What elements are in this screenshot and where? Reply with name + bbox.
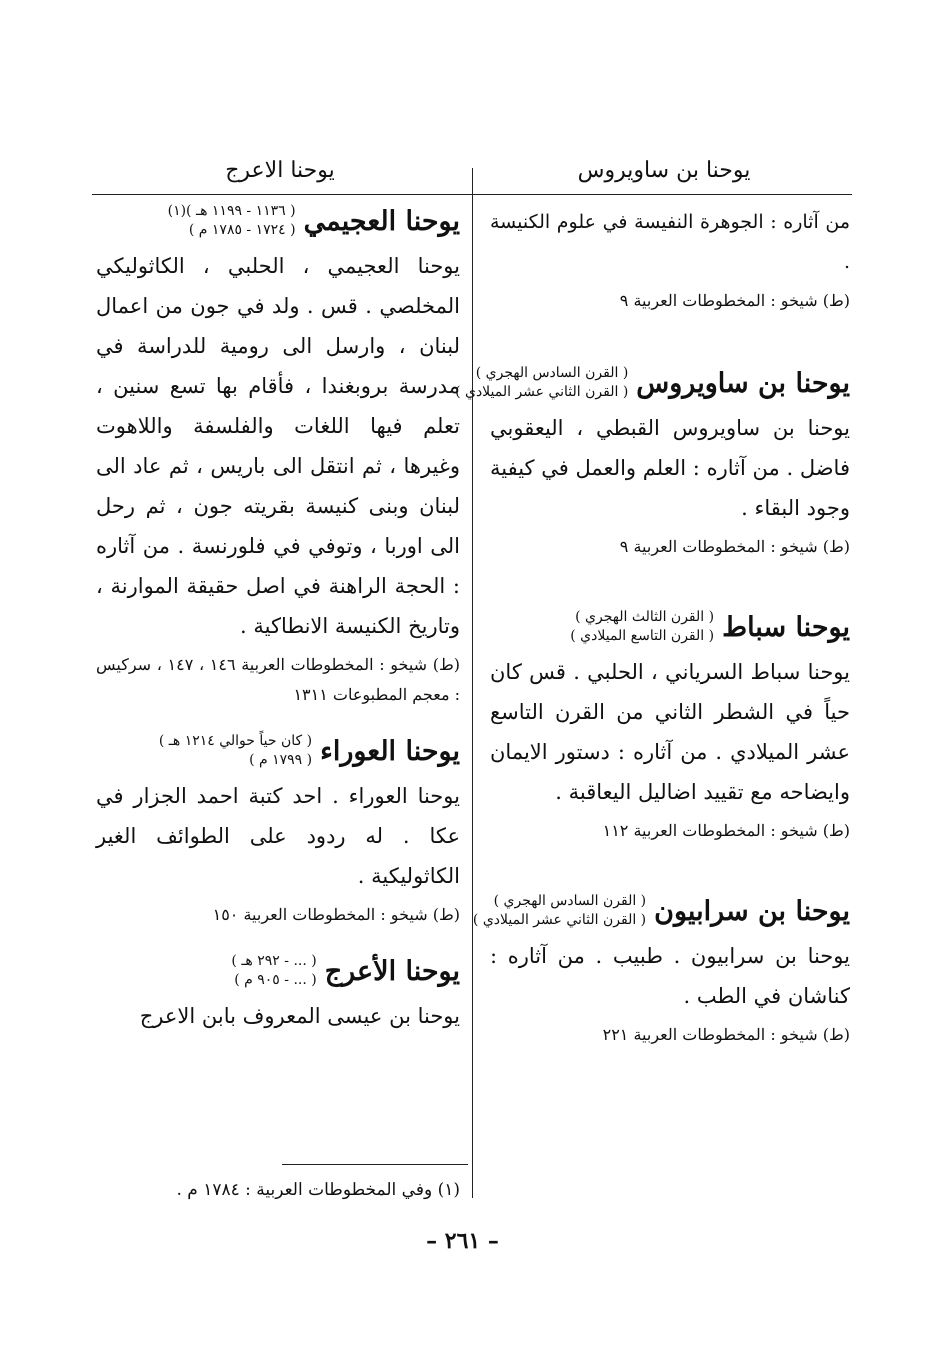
reference: (ط) شيخو : المخطوطات العربية ١١٢	[602, 821, 850, 840]
entry-yuhanna-al-awra	[96, 732, 460, 930]
date-hijri: ( كان حياً حوالي ١٢١٤ هـ )	[158, 733, 313, 749]
entry-dates	[570, 608, 714, 646]
entry-heading	[490, 608, 850, 646]
entry-body: يوحنا بن عيسى المعروف بابن الاعرج	[139, 1004, 460, 1028]
reference: (ط) شيخو : المخطوطات العربية ١٤٦ ، ١٤٧ ، سركيس : معجم المطبوعات ١٣١١	[96, 655, 460, 704]
page-number: – ٢٦١ –	[426, 1228, 499, 1254]
date-gregorian: ( القرن التاسع الميلادي )	[570, 628, 715, 644]
footnote-rule	[282, 1164, 468, 1165]
entry-heading	[96, 732, 460, 770]
entry-dates	[168, 202, 296, 240]
entry-yuhanna-al-araj	[96, 952, 460, 1036]
continuation-text: من آثاره : الجوهرة النفيسة في علوم الكنيسة .	[490, 211, 850, 273]
entry-heading	[96, 202, 460, 240]
entry-yuhanna-sabbat	[490, 608, 850, 846]
date-hijri: ( القرن الثالث الهجري )	[575, 609, 715, 625]
reference: (ط) شيخو : المخطوطات العربية ٩	[619, 291, 850, 310]
column-divider	[472, 168, 473, 1198]
date-gregorian: ( ... - ٩٠٥ م )	[234, 972, 317, 988]
entry-title: يوحنا العوراء	[320, 735, 460, 767]
reference: (ط) شيخو : المخطوطات العربية ٢٢١	[602, 1025, 850, 1044]
entry-heading	[96, 952, 460, 990]
entry-title: يوحنا سباط	[722, 611, 850, 643]
entry-yuhanna-ibn-sawiros	[455, 364, 850, 562]
date-hijri: ( ١١٣٦ - ١١٩٩ هـ )(١)	[167, 203, 296, 219]
date-hijri: ( القرن السادس الهجري )	[493, 893, 647, 909]
entry-heading	[455, 364, 850, 402]
reference: (ط) شيخو : المخطوطات العربية ٩	[619, 537, 850, 556]
entry-dates	[159, 732, 312, 770]
entry-body: يوحنا بن سرابيون . طبيب . من آثاره : كناشان في الطب .	[490, 944, 850, 1008]
date-gregorian: ( القرن الثاني عشر الميلادي )	[472, 912, 647, 928]
entry-heading	[472, 892, 850, 930]
right-column	[455, 202, 850, 1050]
entry-yuhanna-ibn-sarabiyun	[472, 892, 850, 1050]
date-gregorian: ( ١٧٢٤ - ١٧٨٥ م )	[188, 222, 296, 238]
reference: (ط) شيخو : المخطوطات العربية ١٥٠	[212, 905, 460, 924]
date-gregorian: ( القرن الثاني عشر الميلادي )	[455, 384, 629, 400]
running-head-right: يوحنا بن ساويروس	[577, 158, 751, 183]
entry-title: يوحنا العجيمي	[303, 205, 460, 237]
entry-dates	[455, 364, 628, 402]
entry-dates	[231, 952, 316, 990]
entry-title: يوحنا الأعرج	[324, 955, 460, 987]
left-column	[96, 202, 460, 1036]
entry-title: يوحنا بن ساويروس	[636, 367, 850, 399]
date-hijri: ( القرن السادس الهجري )	[475, 365, 629, 381]
date-hijri: ( ... - ٢٩٢ هـ )	[231, 953, 317, 969]
entry-yuhanna-al-ujaymi	[96, 202, 460, 710]
entry-body: يوحنا بن ساويروس القبطي ، اليعقوبي فاضل . من آثاره : العلم والعمل في كيفية وجود البقاء .	[490, 416, 850, 520]
entry-title: يوحنا بن سرابيون	[654, 895, 850, 927]
date-gregorian: ( ١٧٩٩ م )	[249, 752, 313, 768]
running-head-left: يوحنا الاعرج	[225, 158, 335, 183]
entry-body: يوحنا العجيمي ، الحلبي ، الكاثوليكي المخلصي . قس . ولد في جون من اعمال لبنان ، وارسل الى رومية للدراسة في مدرسة بروبغندا ، فأقام بها تسع سنين ، تعلم فيها اللغات والفلسفة واللاهوت وغيرها ، ثم انتقل الى باريس ، ثم عاد الى لبنان وبنى كنيسة بقريته جون ، ثم رحل الى اوربا ، وتوفي في فلورنسة . من آثاره : الحجة الراهنة في اصل حقيقة الموارنة ، وتاريخ الكنيسة الانطاكية .	[96, 254, 460, 638]
entry-body: يوحنا سباط السرياني ، الحلبي . قس كان حياً في الشطر الثاني من القرن التاسع عشر الميلادي . من آثاره : دستور الايمان وايضاحه مع تقييد اضاليل اليعاقبة .	[490, 660, 850, 804]
entry-dates	[473, 892, 646, 930]
entry-body: يوحنا العوراء . احد كتبة احمد الجزار في عكا . له ردود على الطوائف الغير الكاثوليكية .	[96, 784, 460, 888]
footnote: (١) وفي المخطوطات العربية : ١٧٨٤ م .	[176, 1180, 460, 1200]
